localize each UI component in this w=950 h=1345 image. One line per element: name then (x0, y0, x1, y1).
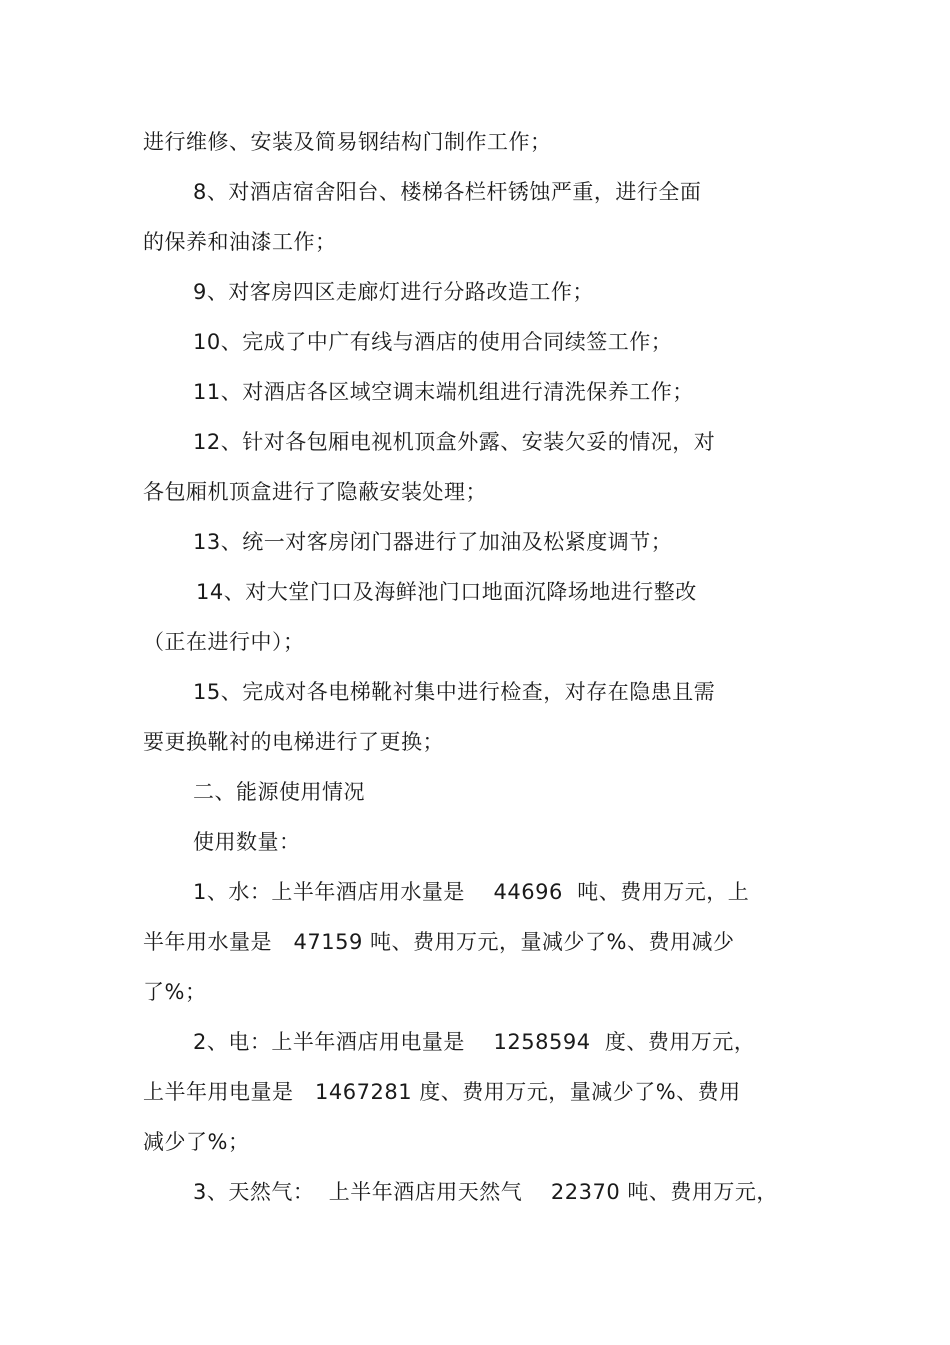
text-line: 减少了%； (143, 1130, 250, 1154)
text-line: 11、对酒店各区域空调末端机组进行清洗保养工作； (193, 380, 694, 404)
text-line: 进行维修、安装及简易钢结构门制作工作； (143, 130, 552, 154)
text-line: 了%； (143, 980, 207, 1004)
text-line: 上半年用电量是 1467281 度、费用万元，量减少了%、费用 (143, 1080, 741, 1104)
text-line: 1、水：上半年酒店用水量是 44696 吨、费用万元，上 (193, 880, 750, 904)
text-line: 要更换靴衬的电梯进行了更换； (143, 730, 444, 754)
text-line: 的保养和油漆工作； (143, 230, 337, 254)
text-line: 14、对大堂门口及海鲜池门口地面沉降场地进行整改 (196, 580, 697, 604)
text-line: 10、完成了中广有线与酒店的使用合同续签工作； (193, 330, 673, 354)
text-line: 9、对客房四区走廊灯进行分路改造工作； (193, 280, 594, 304)
text-line: 15、完成对各电梯靴衬集中进行检查，对存在隐患且需 (193, 680, 716, 704)
text-line: 3、天然气： 上半年酒店用天然气 22370 吨、费用万元， (193, 1180, 778, 1204)
text-line: 各包厢机顶盒进行了隐蔽安装处理； (143, 480, 487, 504)
text-line: 12、针对各包厢电视机顶盒外露、安装欠妥的情况，对 (193, 430, 716, 454)
text-line: 13、统一对客房闭门器进行了加油及松紧度调节； (193, 530, 673, 554)
text-line: （正在进行中）； (143, 630, 305, 654)
section-heading: 二、能源使用情况 (193, 780, 365, 804)
text-line: 2、电：上半年酒店用电量是 1258594 度、费用万元， (193, 1030, 756, 1054)
text-line: 使用数量： (193, 830, 301, 854)
text-line: 8、对酒店宿舍阳台、楼梯各栏杆锈蚀严重，进行全面 (193, 180, 702, 204)
text-line: 半年用水量是 47159 吨、费用万元，量减少了%、费用减少 (143, 930, 735, 954)
